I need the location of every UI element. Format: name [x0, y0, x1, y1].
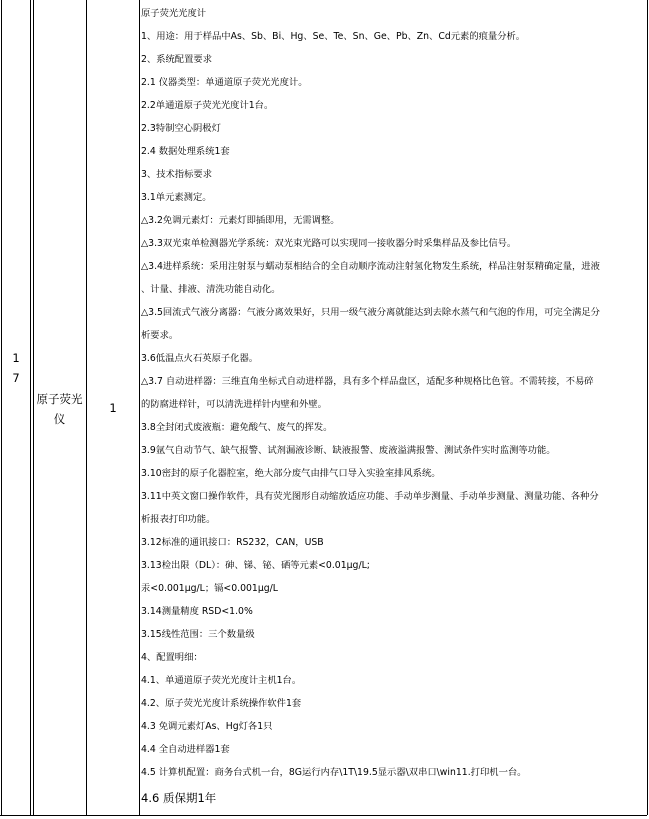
description-line: 2.2单通道原子荧光光度计1台。: [141, 100, 274, 111]
table-border-bottom: [0, 815, 647, 816]
row-index: [2, 348, 30, 388]
description-line: 1、用途：用于样品中As、Sb、Bi、Hg、Se、Te、Sn、Ge、Pb、Zn、Cd元素的痕量分析。: [141, 31, 526, 42]
description-line: △3.5回流式气液分离器：气液分离效果好，只用一级气液分离就能达到去除水蒸气和气泡的作用，可完全满足分: [141, 307, 600, 318]
description-line: 4、配置明细：: [141, 652, 203, 663]
table-border-right: [647, 0, 648, 815]
description-line: 4.6 质保期1年: [141, 791, 217, 805]
row-index-digit-2: 7: [12, 371, 20, 385]
description-line: 3.13检出限（DL）：砷、锑、铋、硒等元素<0.01μg/L;: [141, 560, 370, 571]
description-line: 析要求。: [141, 330, 179, 341]
description-line: 2.3特制空心阴极灯: [141, 123, 221, 134]
description-line: 4.3 免调元素灯As、Hg灯各1只: [141, 721, 273, 732]
description-line: 4.4 全自动进样器1套: [141, 744, 230, 755]
description-line: 、计量、排液、清洗功能自动化。: [141, 284, 281, 295]
description-line: 3.9氩气自动节气、缺气报警、试剂漏液诊断、缺液报警、废液溢满报警、测试条件实时监测等功能。: [141, 445, 556, 456]
description-line: 3.15线性范围：三个数量级: [141, 629, 255, 640]
description-line: 3.10密封的原子化器腔室，绝大部分废气由排气口导入实验室排风系统。: [141, 468, 441, 479]
description-line: 2.1 仪器类型：单通道原子荧光光度计。: [141, 77, 308, 88]
description-line: △3.4进样系统：采用注射泵与蠕动泵相结合的全自动顺序流动注射氢化物发生系统，样品注射泵精确定量，进液: [141, 261, 600, 272]
description-line: 3.14测量精度 RSD<1.0%: [141, 606, 253, 617]
description-line: 析报表打印功能。: [141, 514, 216, 525]
description-line: 3.11中英文窗口操作软件，具有荧光图形自动缩放适应功能、手动单步测量、手动单步测量、测量功能、各种分: [141, 491, 599, 502]
item-name: 原子荧光仪: [36, 392, 83, 426]
description-line: 4.5 计算机配置：商务台式机一台，8G运行内存\1T\19.5显示器\双串口\win11.打印机一台。: [141, 767, 527, 778]
description-line: 2、系统配置要求: [141, 54, 212, 65]
description-line: 2.4 数据处理系统1套: [141, 146, 230, 157]
description-line: △3.2免调元素灯：元素灯即插即用，无需调整。: [141, 215, 340, 226]
description-line: 的防腐进样针，可以清洗进样针内壁和外壁。: [141, 399, 327, 410]
description-line: 3.8全封闭式废液瓶：避免酸气、废气的挥发。: [141, 422, 333, 433]
description-line: 原子荧光光度计: [141, 8, 207, 19]
description-line: 3.1单元素测定。: [141, 192, 212, 203]
row-index-digit-1: 1: [12, 351, 20, 365]
description-line: 4.1、单通道原子荧光光度计主机1台。: [141, 675, 302, 686]
description-line: △3.7 自动进样器：三维直角坐标式自动进样器，具有多个样品盘区，适配多种规格比色管。不需转接，不易碎: [141, 376, 594, 387]
description-line: 3.6低温点火石英原子化器。: [141, 353, 259, 364]
description-line: 4.2、原子荧光光度计系统操作软件1套: [141, 698, 302, 709]
table-border-left: [1, 0, 2, 815]
description-line: 3.12标准的通讯接口：RS232，CAN，USB: [141, 537, 324, 548]
description-line: 汞<0.001μg/L；镉<0.001μg/L: [141, 583, 278, 594]
item-quantity: 1: [109, 401, 117, 415]
description-line: 3、技术指标要求: [141, 169, 212, 180]
column-divider-qty: [139, 0, 140, 815]
description-line: △3.3双光束单检测器光学系统：双光束光路可以实现同一接收器分时采集样品及参比信号。: [141, 238, 517, 249]
